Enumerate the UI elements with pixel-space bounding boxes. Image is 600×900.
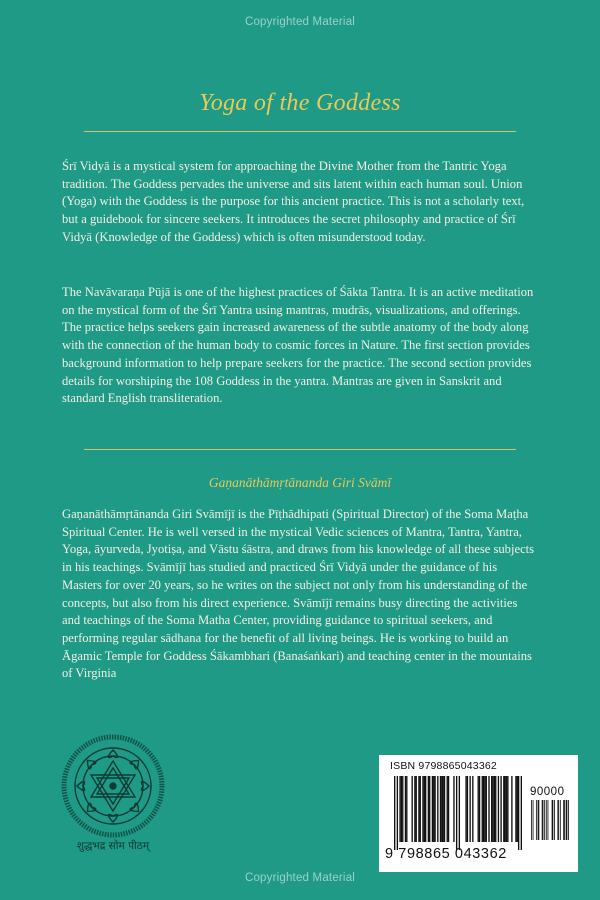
barcode-bar <box>554 800 555 840</box>
description-paragraph-1: Śrī Vidyā is a mystical system for approaching the Divine Mother from the Tantric Yoga tradition. The Goddess pervades the universe and sits latent within each human soul. Union (Yoga) with the Goddess is the purpose for this ancient practice. This is not a scholarly text, but a guidebook for sincere seekers. It introduces the secret philosophy and practice of Śrī Vidyā (Knowledge of the Goddess) which is often misunderstood today. <box>62 159 525 244</box>
barcode-bar <box>459 776 460 850</box>
barcode-bar <box>429 776 430 842</box>
barcode-bar <box>517 776 518 842</box>
barcode-bar <box>515 776 516 842</box>
description-paragraph-2: The Navāvaraṇa Pūjā is one of the highest practices of Śākta Tantra. It is an active meditation on the mystical form of the Śrī Yantra using mantras, mudrās, visualizations, and offerings. The practice helps seekers gain increased awareness of the subtle anatomy of the body along with the connection of the human body to cosmic forces in Nature. The first section provides background information to help prepare seekers for the practice. The second section provides details for worshiping the 108 Goddess in the yantra. Mantras are given in Sanskrit and standard English transliteration. <box>62 285 534 406</box>
barcode-bar <box>467 776 468 842</box>
isbn-barcode <box>379 755 578 872</box>
barcode-bar <box>440 776 441 842</box>
barcode-bar <box>567 800 568 840</box>
barcode-bar <box>479 776 480 842</box>
barcode-bar <box>456 776 457 850</box>
price-code: 90000 <box>530 786 565 798</box>
barcode-bar <box>428 776 429 842</box>
title-divider <box>84 131 516 132</box>
barcode-bar <box>441 776 442 842</box>
author-bio: Gaṇanāthāmṛtānanda Giri Svāmījī is the Pīṭhādhipati (Spiritual Director) of the Soma Maṭha Spiritual Center. He is well versed in the mystical Vedic sciences of Mantra, Tantra, Yantra, Yoga, āyurveda, Jyotiṣa, and Vāstu śāstra, and draws from his knowledge of all these subjects in his teachings. Svāmījī has studied and practiced Śrī Vidyā under the guidance of his Masters for over 20 years, so he writes on the subject not only from his understanding of the concepts, but also from his direct experience. Svāmījī remains busy directing the activities and teachings of the Soma Matha Center, providing guidance to spiritual seekers, and performing regular sādhana for the benefit of all living beings. He is working to build an Āgamic Temple for Goddess Śākambhari (Banaśaṅkari) and teaching center in the mountains of Virginia <box>62 507 535 681</box>
barcode-bar <box>531 800 532 840</box>
barcode-bar <box>402 776 403 842</box>
barcode-bar <box>511 776 512 842</box>
barcode-bar <box>401 776 402 842</box>
barcode-bar <box>557 800 558 840</box>
barcode-bar <box>418 776 419 842</box>
barcode-bar <box>546 800 547 840</box>
barcode-bar <box>406 776 407 842</box>
barcode-bar <box>548 800 549 840</box>
barcode-bar <box>483 776 484 842</box>
barcode-bar <box>399 776 400 842</box>
barcode-bar <box>560 800 561 840</box>
barcode-bar <box>437 776 438 842</box>
barcode-bar <box>492 776 493 842</box>
barcode-bar <box>420 776 421 842</box>
barcode-bar <box>434 776 435 842</box>
barcode-bar <box>552 800 553 840</box>
barcode-bar <box>453 776 454 842</box>
barcode-bar <box>543 800 544 840</box>
barcode-bar <box>507 776 508 842</box>
copyright-watermark-bottom: Copyrighted Material <box>244 872 356 884</box>
barcode-bar <box>521 776 522 850</box>
barcode-bar <box>482 776 483 842</box>
barcode-bar <box>484 776 485 842</box>
seal-caption: शुद्धभद्र सोम पीठम् <box>76 840 150 852</box>
barcode-bar <box>538 800 539 840</box>
barcode-bar <box>500 776 501 842</box>
barcode-bar <box>405 776 406 842</box>
barcode-bar <box>447 776 448 842</box>
isbn-label: ISBN 9798865043362 <box>390 760 497 772</box>
barcode-bar <box>444 776 445 842</box>
barcode-bar <box>558 800 559 840</box>
barcode-bar <box>472 776 473 842</box>
barcode-bar <box>397 776 398 850</box>
barcode-bar <box>494 776 495 842</box>
barcode-bar <box>542 800 543 840</box>
barcode-bar <box>544 800 545 840</box>
sri-yantra-seal-icon <box>60 733 166 857</box>
barcode-bar <box>552 800 553 840</box>
ean13-barcode-bars <box>394 776 522 850</box>
barcode-bar <box>503 776 504 842</box>
barcode-bar <box>478 776 479 842</box>
barcode-bar <box>414 776 415 842</box>
barcode-bar <box>506 776 507 842</box>
barcode-bar <box>469 776 470 842</box>
barcode-bar <box>564 800 565 840</box>
barcode-bar <box>432 776 433 842</box>
barcode-bar <box>422 776 423 842</box>
barcode-bar <box>465 776 466 842</box>
barcode-bar <box>412 776 413 842</box>
barcode-bar <box>425 776 426 842</box>
barcode-bar <box>533 800 534 840</box>
barcode-bar <box>433 776 434 842</box>
author-divider <box>84 449 516 450</box>
barcode-bar <box>486 776 487 842</box>
barcode-bar <box>488 776 489 842</box>
barcode-bar <box>424 776 425 842</box>
barcode-bar <box>495 776 496 842</box>
barcode-bar <box>491 776 492 842</box>
barcode-bar <box>518 776 519 850</box>
barcode-bar <box>504 776 505 842</box>
barcode-bar <box>394 776 395 850</box>
author-heading: Gaṇanāthāmṛtānanda Giri Svāmī <box>208 475 392 490</box>
addon-barcode-bars <box>531 800 569 850</box>
barcode-bar <box>538 800 539 840</box>
barcode-bar <box>416 776 417 842</box>
barcode-bar <box>498 776 499 842</box>
copyright-watermark-top: Copyrighted Material <box>244 16 356 28</box>
barcode-digits: 9 798865 043362 <box>385 846 507 862</box>
book-title: Yoga of the Goddess <box>199 90 401 116</box>
barcode-bar <box>563 800 564 840</box>
barcode-bar <box>448 776 449 842</box>
barcode-bar <box>443 776 444 842</box>
barcode-bar <box>568 800 569 840</box>
barcode-bar <box>566 800 567 840</box>
barcode-bar <box>536 800 537 840</box>
